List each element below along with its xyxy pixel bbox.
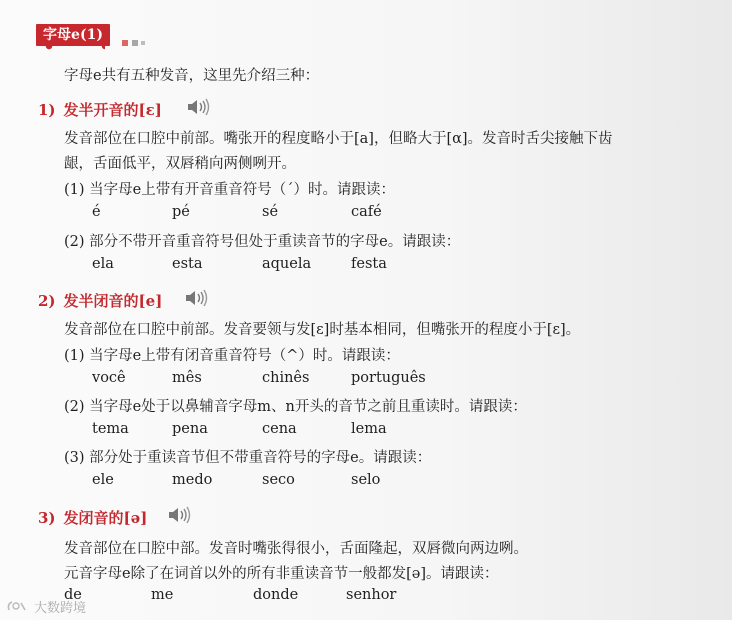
description-line: 发音部位在口腔中部。发音时嘴张得很小，舌面隆起，双唇微向两边咧。 bbox=[64, 541, 528, 557]
decor-square bbox=[122, 40, 128, 46]
example-word: donde bbox=[253, 587, 299, 603]
section-title: 发半闭音的[e] bbox=[63, 292, 163, 310]
rule-text: (3) 部分处于重读音节但不带重音符号的字母e。请跟读： bbox=[64, 450, 432, 466]
example-word: pé bbox=[172, 204, 190, 220]
decor-square bbox=[141, 41, 145, 45]
section-3-heading bbox=[38, 507, 147, 528]
example-word: chinês bbox=[262, 370, 310, 386]
example-word: café bbox=[351, 204, 382, 220]
description-line: 龈，舌面低平，双唇稍向两侧咧开。 bbox=[64, 156, 296, 172]
section-2-heading bbox=[38, 290, 162, 311]
example-word: senhor bbox=[346, 587, 397, 603]
example-word: pena bbox=[172, 421, 208, 437]
description-line: 发音部位在口腔中前部。发音要领与发[ɛ]时基本相同，但嘴张开的程度小于[ɛ]。 bbox=[64, 322, 581, 338]
section-number: 3) bbox=[38, 509, 56, 527]
watermark-text: 大数跨境 bbox=[34, 601, 87, 616]
example-word: cena bbox=[262, 421, 297, 437]
rule-text: (1) 当字母e上带有闭音重音符号（^）时。请跟读： bbox=[64, 348, 400, 364]
description-line: 元音字母e除了在词首以外的所有非重读音节一般都发[ə]。请跟读： bbox=[64, 566, 499, 582]
example-word: sé bbox=[262, 204, 279, 220]
section-number: 1) bbox=[38, 101, 56, 119]
section-number: 2) bbox=[38, 292, 56, 310]
intro-text: 字母e共有五种发音，这里先介绍三种： bbox=[64, 68, 320, 84]
example-word: de bbox=[64, 587, 82, 603]
example-word: me bbox=[151, 587, 174, 603]
rule-text: (2) 部分不带开音重音符号但处于重读音节的字母e。请跟读： bbox=[64, 234, 461, 250]
decor-square bbox=[132, 40, 138, 46]
watermark bbox=[6, 597, 86, 616]
example-word: selo bbox=[351, 472, 381, 488]
speaker-icon[interactable] bbox=[186, 98, 214, 116]
example-word: ela bbox=[92, 256, 114, 272]
example-word: é bbox=[92, 204, 101, 220]
example-word: esta bbox=[172, 256, 203, 272]
example-word: medo bbox=[172, 472, 213, 488]
section-title-badge: 字母e(1) bbox=[36, 24, 110, 46]
example-word: lema bbox=[351, 421, 387, 437]
example-word: festa bbox=[351, 256, 387, 272]
example-word: tema bbox=[92, 421, 129, 437]
example-word: aquela bbox=[262, 256, 312, 272]
section-title: 发半开音的[ɛ] bbox=[63, 101, 162, 119]
rule-text: (1) 当字母e上带有开音重音符号（´）时。请跟读： bbox=[64, 182, 395, 198]
section-1-heading bbox=[38, 99, 162, 120]
example-word: mês bbox=[172, 370, 202, 386]
example-word: seco bbox=[262, 472, 295, 488]
example-word: ele bbox=[92, 472, 114, 488]
speaker-icon[interactable] bbox=[184, 289, 212, 307]
watermark-logo-icon bbox=[6, 600, 28, 613]
description-line: 发音部位在口腔中前部。嘴张开的程度略小于[a]，但略大于[α]。发音时舌尖接触下齿 bbox=[64, 131, 613, 147]
section-title: 发闭音的[ə] bbox=[63, 509, 148, 527]
example-word: você bbox=[92, 370, 126, 386]
example-word: português bbox=[351, 370, 426, 386]
rule-text: (2) 当字母e处于以鼻辅音字母m、n开头的音节之前且重读时。请跟读： bbox=[64, 399, 527, 415]
speaker-icon[interactable] bbox=[167, 506, 195, 524]
